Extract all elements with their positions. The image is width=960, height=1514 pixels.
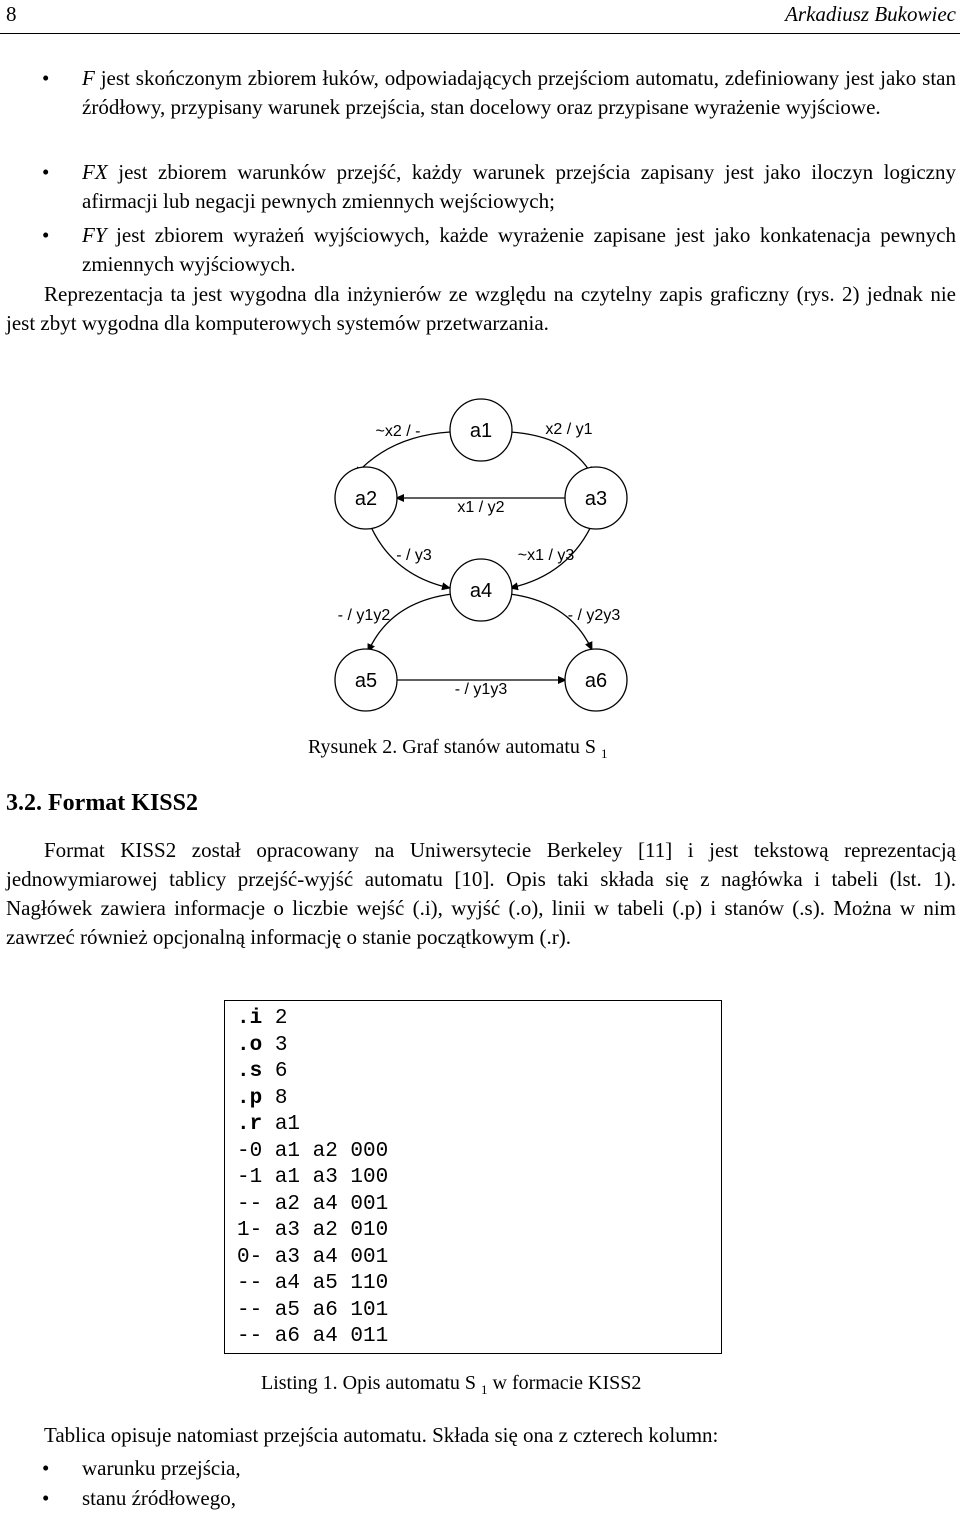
listing-table-line: -- a5 a6 101 (237, 1298, 389, 1322)
directive-value: 8 (262, 1086, 288, 1110)
bullet-text: jest skończonym zbiorem łuków, odpowiadających przejściom automatu, zdefiniowany jest jako stan źródłowy, przypisany warunek przejścia, stan docelowy oraz przypisane wyrażenie wyjściowe. (82, 66, 956, 119)
state-label-a3: a3 (584, 488, 608, 510)
listing-box (224, 1000, 722, 1354)
listing-header-line (237, 1006, 287, 1033)
listing-table-line: -0 a1 a2 000 (237, 1139, 389, 1163)
listing-table-line: -1 a1 a3 100 (237, 1166, 389, 1189)
listing-table-line: -- a6 a4 011 (237, 1325, 389, 1348)
listing-header-line (237, 1059, 287, 1086)
bullet-item-fy (42, 221, 956, 279)
state-label-a2: a2 (354, 488, 378, 510)
state-label-a6: a6 (584, 670, 608, 692)
directive: .o (237, 1033, 263, 1057)
paragraph-kiss2: Format KISS2 został opracowany na Uniwersytecie Berkeley [11] i jest tekstową reprezentacją jednowymiarowej tablicy przejść-wyjść automatu [10]. Opis taki składa się z nagłówka i tabeli (lst. 1). Nagłówek zawiera informacje o liczbie wejść (.i), wyjść (.o), linii w tabeli (.p) i stanów (.s). Można w nim zawrzeć również opcjonalną informację o stanie początkowym (.r). (6, 838, 956, 949)
paragraph-table-columns: Tablica opisuje natomiast przejścia automatu. Składa się ona z czterech kolumn: (44, 1423, 719, 1447)
bullet-text: stanu źródłowego, (82, 1486, 236, 1510)
edge-label-a1-a3: x2 / y1 (545, 421, 593, 438)
directive: .s (237, 1060, 263, 1083)
bullet-item-source-state (42, 1484, 956, 1513)
state-a5 (335, 649, 397, 711)
bullet-text: warunku przejścia, (82, 1456, 241, 1480)
state-label-a5: a5 (354, 670, 378, 692)
listing-caption-sub: 1 (481, 1382, 488, 1397)
listing-header-line (237, 1033, 287, 1060)
symbol-f: F (82, 66, 95, 90)
edge-label-a2-a4: - / y3 (396, 547, 432, 564)
state-a6 (565, 649, 627, 711)
directive-value: 3 (262, 1033, 288, 1057)
listing-caption (261, 1371, 641, 1402)
edge-label-a3-a2: x1 / y2 (457, 499, 505, 516)
bullet-icon: • (42, 1456, 50, 1480)
state-a4 (450, 559, 512, 621)
listing-caption-tail: w formacie KISS2 (487, 1372, 642, 1394)
directive-value: 2 (262, 1007, 288, 1030)
listing-table-line: -- a4 a5 110 (237, 1272, 389, 1295)
listing-table-line: 0- a3 a4 001 (237, 1245, 389, 1269)
bullet-item-condition (42, 1454, 956, 1483)
listing-header-line (237, 1112, 300, 1139)
bullet-item-fx (42, 158, 956, 216)
edge-label-a5-a6: - / y1y3 (454, 681, 508, 698)
page-header (0, 0, 960, 32)
bullet-icon: • (42, 160, 50, 184)
listing-caption-text: Listing 1. Opis automatu S (261, 1372, 476, 1394)
directive-value: a1 (262, 1113, 301, 1136)
state-a3 (565, 467, 627, 529)
figure-caption (308, 735, 608, 766)
state-label-a4: a4 (469, 580, 493, 602)
listing-table-line: 1- a3 a2 010 (237, 1219, 389, 1242)
edge-a1-a3 (510, 432, 592, 475)
figure-caption-text: Rysunek 2. Graf stanów automatu S (308, 736, 597, 758)
symbol-fy: FY (82, 223, 107, 247)
edge-label-a4-a5: - / y1y2 (337, 607, 391, 624)
directive: .r (237, 1113, 263, 1136)
bullet-item-f (42, 64, 956, 122)
bullet-text: jest zbiorem wyrażeń wyjściowych, każde wyrażenie zapisane jest jako konkatenacja pewnych zmiennych wyjściowych. (82, 223, 956, 276)
bullet-icon: • (42, 1486, 50, 1510)
listing-header-line (237, 1086, 287, 1113)
edge-label-a4-a6: - / y2y3 (567, 607, 621, 624)
bullet-icon: • (42, 66, 50, 90)
state-a1 (450, 399, 512, 461)
bullet-text: jest zbiorem warunków przejść, każdy warunek przejścia zapisany jest jako iloczyn logiczny afirmacji lub negacji pewnych zmiennych wejściowych; (82, 160, 956, 213)
state-diagram (0, 380, 960, 730)
paragraph-representation: Reprezentacja ta jest wygodna dla inżynierów ze względu na czytelny zapis graficzny (rys. 2) jednak nie jest zbyt wygodna dla komputerowych systemów przetwarzania. (6, 282, 956, 335)
bullet-icon: • (42, 223, 50, 247)
page-number: 8 (6, 2, 17, 26)
section-title: 3.2. Format KISS2 (6, 790, 198, 816)
header-rule (0, 33, 960, 34)
state-a2 (335, 467, 397, 529)
figure-caption-sub: 1 (601, 746, 608, 761)
edge-label-a1-a2: ~x2 / - (375, 423, 421, 440)
edge-label-a3-a4: ~x1 / y3 (517, 547, 575, 564)
running-author: Arkadiusz Bukowiec (785, 2, 956, 26)
directive-value: 6 (262, 1060, 288, 1083)
listing-table-line: -- a2 a4 001 (237, 1192, 389, 1216)
symbol-fx: FX (82, 160, 108, 184)
state-label-a1: a1 (469, 420, 493, 442)
directive: .p (237, 1086, 263, 1110)
directive: .i (237, 1007, 263, 1030)
